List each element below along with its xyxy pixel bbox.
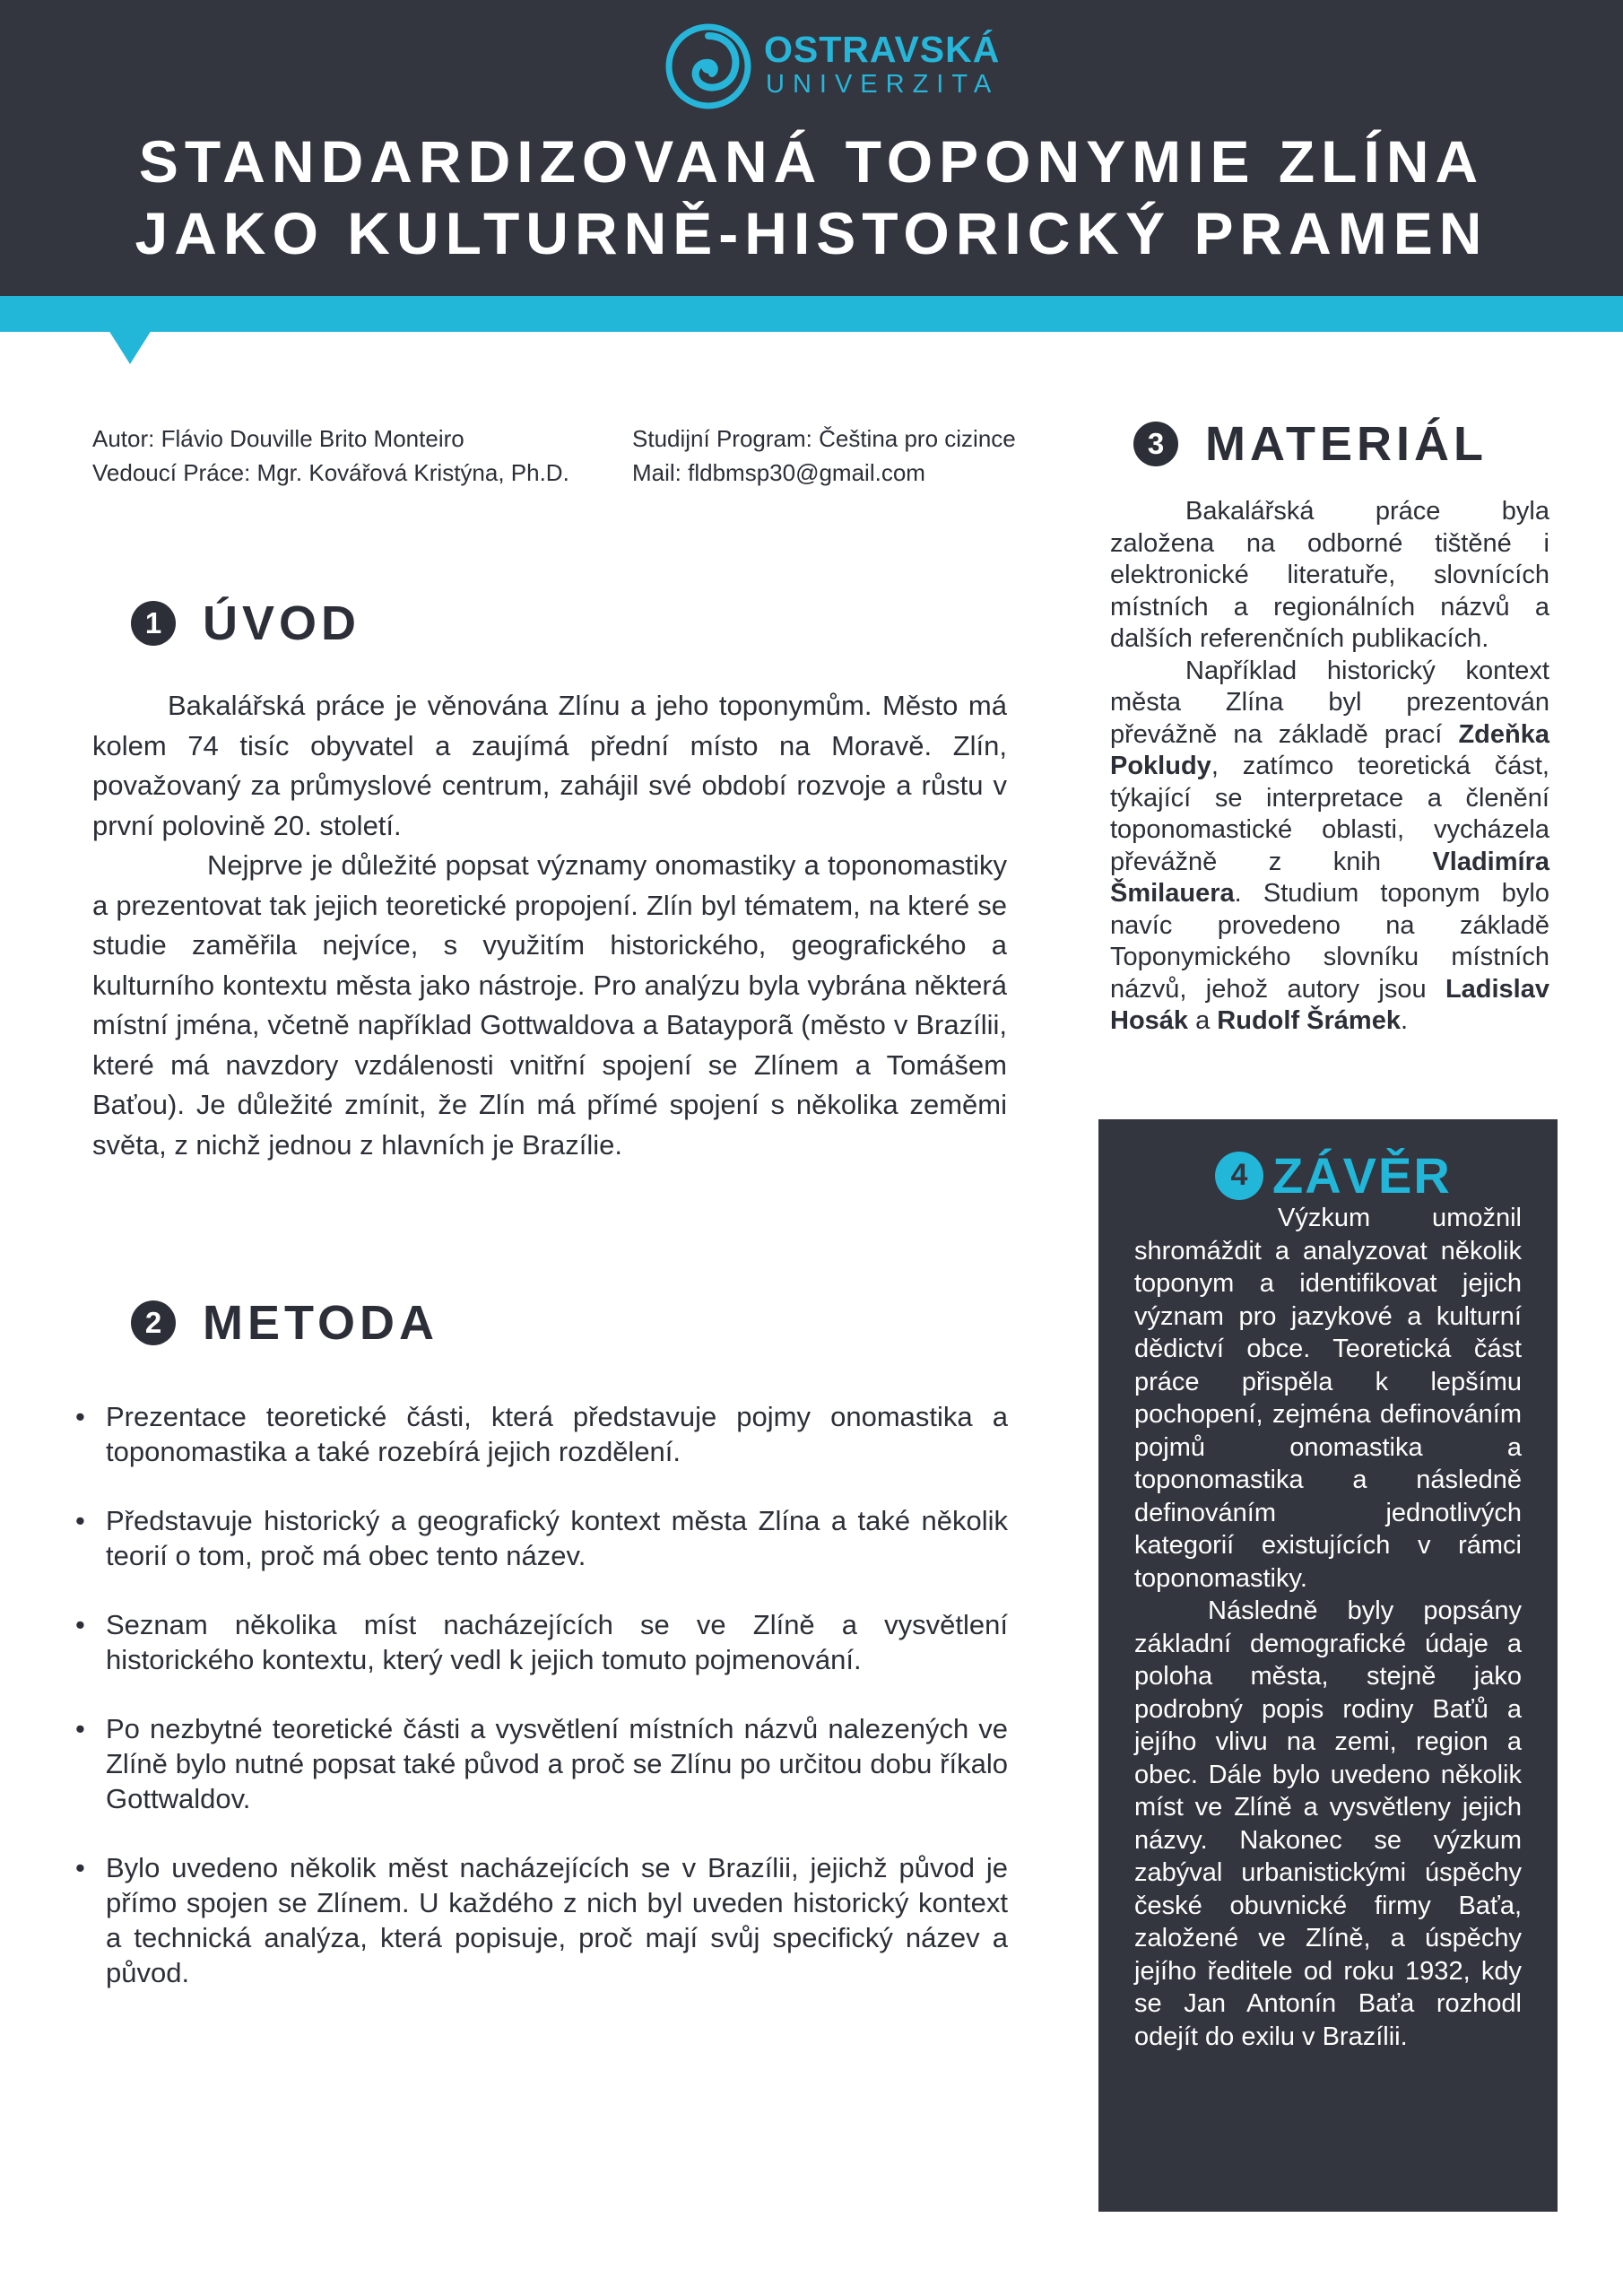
material-text-run: . Studium toponym bylo navíc provedeno na základě Toponymického slovníku místních názvů, jehož autory jsou (1110, 879, 1549, 1004)
poster-title (0, 126, 1623, 269)
accent-notch (108, 330, 152, 364)
author-line: Autor: Flávio Douville Brito Monteiro (92, 425, 464, 452)
logo-name: OSTRAVSKÁ (764, 29, 1001, 70)
section-title: METODA (203, 1296, 439, 1350)
section-number-badge: 2 (131, 1300, 176, 1345)
list-item: • Seznam několika míst nacházejících se ve Zlíně a vysvětlení historického kontextu, který vedl k jejich tomuto pojmenování. (75, 1607, 1008, 1677)
title-line-1: STANDARDIZOVANÁ TOPONYMIE ZLÍNA (138, 128, 1485, 195)
material-text (1110, 496, 1549, 1038)
material-text-run: a (1188, 1006, 1218, 1035)
metoda-list (75, 1399, 1008, 2024)
uvod-paragraph-1: Bakalářská práce je věnována Zlínu a jeho toponymům. Město má kolem 74 tisíc obyvatel a zaujímá přední místo na Moravě. Zlín, považovaný za průmyslové centrum, zahájil své období rozvoje a růstu v první polovině 20. století. (92, 690, 1007, 841)
zaver-box (1098, 1119, 1558, 2212)
material-text-run: Například historický kontext města Zlína byl prezentován převážně na základě prací (1110, 656, 1549, 749)
section-number-badge: 3 (1133, 422, 1178, 466)
uvod-text (92, 686, 1007, 1165)
title-line-2: JAKO KULTURNĚ-HISTORICKÝ PRAMEN (135, 200, 1488, 266)
list-item: • Představuje historický a geografický kontext města Zlína a také několik teorií o tom, proč má obec tento název. (75, 1503, 1008, 1573)
section-number-badge: 4 (1215, 1152, 1263, 1200)
author-info (92, 422, 569, 490)
list-item: • Bylo uvedeno několik měst nacházejících se v Brazílii, jejichž původ je přímo spojen se Zlínem. U každého z nich byl uveden historický kontext a technická analýza, která popisuje, proč mají svůj specifický název a původ. (75, 1850, 1008, 1990)
zaver-text (1134, 1202, 1522, 2053)
material-text-run: . (1400, 1006, 1409, 1035)
author-name-hosak: Ladislav Hosák (1110, 974, 1549, 1035)
section-zaver-heading (1215, 1146, 1452, 1205)
logo-swirl-icon (665, 23, 751, 109)
section-material-heading (1133, 416, 1488, 472)
section-metoda-heading (131, 1295, 438, 1351)
uvod-paragraph-2: Nejprve je důležité popsat významy onomastiky a toponomastiky a prezentovat tak jejich teoretické propojení. Zlín byl tématem, na které se studie zaměřila nejvíce, s využitím historického, geografického a kulturního kontextu města jako nástroje. Pro analýzu byla vybrána některá místní jména, včetně například Gottwaldova a Batayporã (město v Brazílii, které má navzdory vzdálenosti vnitřní spojení se Zlínem a Tomášem Baťou). Je důležité zmínit, že Zlín má přímé spojení s několika zeměmi světa, z nichž jednou z hlavních je Brazílie. (92, 849, 1007, 1161)
section-title: ÚVOD (203, 596, 361, 650)
material-text-run: , zatímco teoretická část, týkající se interpretace a členění toponomastické oblasti, vycházela převážně z knih (1110, 752, 1549, 876)
program-line: Studijní Program: Čeština pro cizince (632, 425, 1016, 452)
mail-line: Mail: fldbmsp30@gmail.com (632, 459, 925, 486)
section-uvod-heading (131, 596, 360, 651)
section-title: MATERIÁL (1205, 417, 1488, 471)
author-name-smilauer: Vladimíra Šmilauera (1110, 847, 1549, 908)
material-paragraph-2 (1110, 656, 1549, 1038)
zaver-paragraph-2: Následně byly popsány základní demografické údaje a poloha města, stejně jako podrobný popis rodiny Baťů a jejího vlivu na zemi, region a obec. Dále bylo uvedeno několik míst ve Zlíně a vysvětleny jejich názvy. Nakonec se výzkum zabýval urbanistickými úspěchy české obuvnické firmy Baťa, založené ve Zlíně, a úspěchy jejího ředitele od roku 1932, kdy se Jan Antonín Baťa rozhodl odejít do exilu v Brazílii. (1134, 1596, 1522, 2051)
author-name-pokluda: Zdeňka Pokludy (1110, 719, 1549, 780)
logo-subtitle: UNIVERZITA (766, 70, 1000, 99)
section-number-badge: 1 (131, 601, 176, 646)
section-title: ZÁVĚR (1272, 1147, 1452, 1204)
material-paragraph-1: Bakalářská práce byla založena na odborné tištěné i elektronické literatuře, slovnících místních a regionálních názvů a dalších referenčních publikacích. (1110, 497, 1549, 653)
author-name-sramek: Rudolf Šrámek (1217, 1006, 1401, 1035)
accent-bar (0, 296, 1623, 332)
zaver-paragraph-1: Výzkum umožnil shromáždit a analyzovat několik toponym a identifikovat jejich význam pro jazykové a kulturní dědictví obce. Teoretická část práce přispěla k lepšímu pochopení, zejména definováním pojmů onomastika a toponomastika a následně definováním jednotlivých kategorií existujících v rámci toponomastiky. (1134, 1204, 1522, 1593)
list-item: • Po nezbytné teoretické části a vysvětlení místních názvů nalezených ve Zlíně bylo nutné popsat také původ a proč se Zlínu po určitou dobu říkalo Gottwaldov. (75, 1711, 1008, 1816)
university-logo (665, 23, 1001, 109)
supervisor-line: Vedoucí Práce: Mgr. Kovářová Kristýna, Ph.D. (92, 459, 569, 486)
poster-header (0, 0, 1623, 296)
list-item: • Prezentace teoretické části, která představuje pojmy onomastika a toponomastika a také rozebírá jejich rozdělení. (75, 1399, 1008, 1469)
program-info (632, 422, 1016, 490)
